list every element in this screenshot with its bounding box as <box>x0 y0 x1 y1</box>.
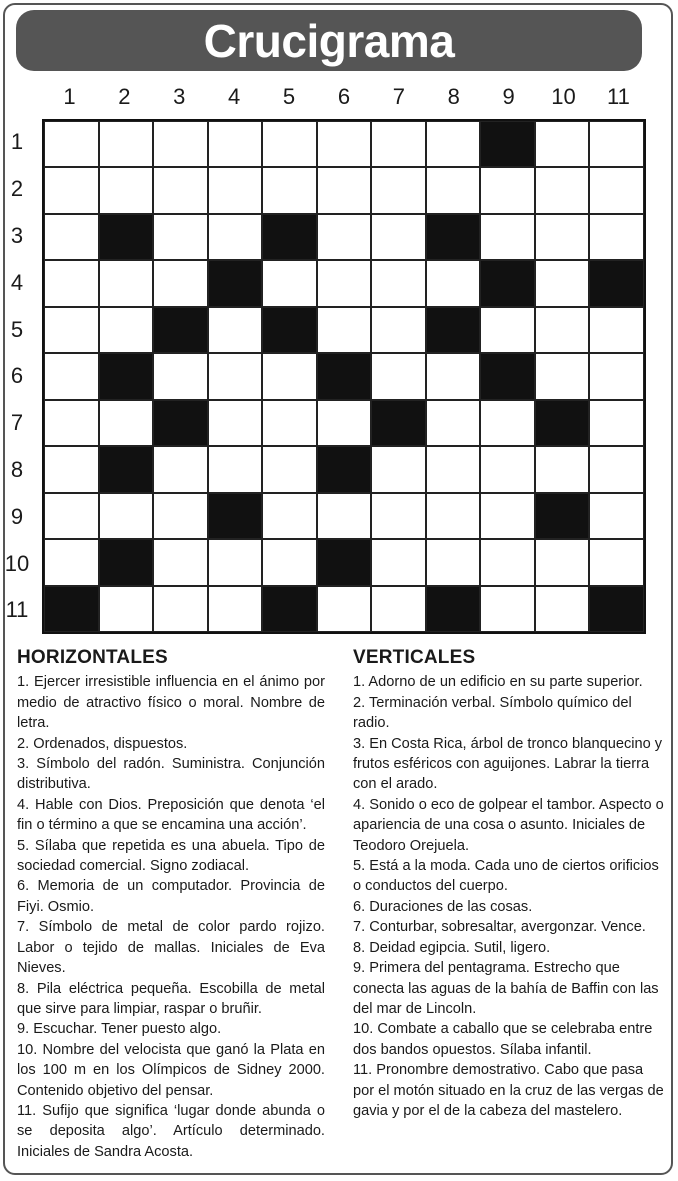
clue-item: 8. Pila eléctrica pequeña. Escobilla de metal que sirve para limpiar, raspar o bruñir. <box>17 980 325 1017</box>
answer-cell[interactable] <box>480 307 535 353</box>
clue-item: 4. Hable con Dios. Preposición que denota ‘el fin o término a que se encamina una acción’. <box>17 796 325 834</box>
clue-item: 8. Deidad egipcia. Sutil, ligero. <box>353 939 551 956</box>
answer-cell[interactable] <box>262 121 317 167</box>
answer-cell[interactable] <box>99 493 154 539</box>
answer-cell[interactable] <box>317 167 372 213</box>
column-numbers <box>42 84 646 112</box>
answer-cell[interactable] <box>317 121 372 167</box>
answer-cell[interactable] <box>371 539 426 585</box>
answer-cell[interactable] <box>99 260 154 306</box>
answer-cell[interactable] <box>44 400 99 446</box>
black-cell <box>99 539 154 585</box>
clue-item: 4. Sonido o eco de golpear el tambor. Aspecto o apariencia de una cosa o asunto. Iniciales de Teodoro Orejuela. <box>353 796 664 854</box>
black-cell <box>317 353 372 399</box>
black-cell <box>208 260 263 306</box>
answer-cell[interactable] <box>44 539 99 585</box>
row-number: 10 <box>4 550 30 576</box>
answer-cell[interactable] <box>589 214 644 260</box>
black-cell <box>208 493 263 539</box>
horizontal-clue-list <box>17 672 325 1162</box>
answer-cell[interactable] <box>262 260 317 306</box>
answer-cell[interactable] <box>589 121 644 167</box>
black-cell <box>44 586 99 632</box>
clue-item: 1. Adorno de un edificio en su parte superior. <box>353 674 643 691</box>
black-cell <box>262 307 317 353</box>
answer-cell[interactable] <box>153 167 208 213</box>
answer-cell[interactable] <box>426 167 481 213</box>
page-title: Crucigrama <box>203 14 455 67</box>
answer-cell[interactable] <box>426 260 481 306</box>
black-cell <box>262 586 317 632</box>
answer-cell[interactable] <box>535 446 590 492</box>
answer-cell[interactable] <box>589 400 644 446</box>
answer-cell[interactable] <box>589 167 644 213</box>
answer-cell[interactable] <box>371 493 426 539</box>
answer-cell[interactable] <box>99 307 154 353</box>
answer-cell[interactable] <box>44 167 99 213</box>
answer-cell[interactable] <box>371 307 426 353</box>
answer-cell[interactable] <box>44 493 99 539</box>
answer-cell[interactable] <box>535 539 590 585</box>
answer-cell[interactable] <box>371 167 426 213</box>
row-number: 2 <box>10 176 24 202</box>
answer-cell[interactable] <box>99 400 154 446</box>
answer-cell[interactable] <box>317 586 372 632</box>
black-cell <box>317 446 372 492</box>
answer-cell[interactable] <box>317 214 372 260</box>
answer-cell[interactable] <box>426 400 481 446</box>
answer-cell[interactable] <box>262 167 317 213</box>
black-cell <box>589 260 644 306</box>
answer-cell[interactable] <box>480 214 535 260</box>
vertical-clues <box>353 648 665 1121</box>
horizontal-heading: HORIZONTALES <box>17 647 168 668</box>
answer-cell[interactable] <box>153 586 208 632</box>
clue-item: 10. Nombre del velocista que ganó la Plata en los 100 m en los Olímpicos de Sidney 2000. Contenido objetivo del pensar. <box>17 1041 325 1099</box>
answer-cell[interactable] <box>44 446 99 492</box>
column-number: 1 <box>63 84 76 109</box>
black-cell <box>589 586 644 632</box>
black-cell <box>153 307 208 353</box>
column-number: 4 <box>228 84 241 109</box>
answer-cell[interactable] <box>208 353 263 399</box>
answer-cell[interactable] <box>426 121 481 167</box>
black-cell <box>99 446 154 492</box>
answer-cell[interactable] <box>589 353 644 399</box>
column-number: 11 <box>607 84 630 109</box>
answer-cell[interactable] <box>208 121 263 167</box>
clue-item: 11. Pronombre demostrativo. Cabo que pasa por el motón situado en la cruz de las vergas de gavia y por el de la cabeza del mastelero. <box>353 1062 664 1119</box>
row-number: 4 <box>10 269 24 295</box>
answer-cell[interactable] <box>480 493 535 539</box>
clue-item: 11. Sufijo que significa ‘lugar donde abunda o se deposita algo’. Artículo determinado. Iniciales de Sandra Acosta. <box>17 1102 325 1160</box>
answer-cell[interactable] <box>371 353 426 399</box>
row-number: 11 <box>5 597 29 623</box>
answer-cell[interactable] <box>153 260 208 306</box>
black-cell <box>480 353 535 399</box>
answer-cell[interactable] <box>153 446 208 492</box>
row-numbers <box>0 119 40 634</box>
answer-cell[interactable] <box>426 539 481 585</box>
answer-cell[interactable] <box>44 260 99 306</box>
clue-item: 3. Símbolo del radón. Suministra. Conjunción distributiva. <box>17 756 325 793</box>
black-cell <box>371 400 426 446</box>
column-number: 3 <box>173 84 186 109</box>
black-cell <box>426 214 481 260</box>
answer-cell[interactable] <box>262 400 317 446</box>
row-number: 5 <box>10 316 24 342</box>
answer-cell[interactable] <box>480 539 535 585</box>
answer-cell[interactable] <box>426 446 481 492</box>
answer-cell[interactable] <box>480 167 535 213</box>
answer-cell[interactable] <box>153 353 208 399</box>
answer-cell[interactable] <box>44 307 99 353</box>
column-number: 10 <box>551 84 576 109</box>
clue-item: 7. Conturbar, sobresaltar, avergonzar. Vence. <box>353 919 646 936</box>
clue-item: 2. Ordenados, dispuestos. <box>17 735 188 752</box>
answer-cell[interactable] <box>535 260 590 306</box>
clue-item: 7. Símbolo de metal de color pardo rojizo. Labor o tejido de mallas. Iniciales de Eva Nieves. <box>17 919 325 977</box>
clue-item: 2. Terminación verbal. Símbolo químico del radio. <box>353 694 632 732</box>
answer-cell[interactable] <box>262 446 317 492</box>
column-number: 7 <box>392 84 405 109</box>
answer-cell[interactable] <box>535 353 590 399</box>
answer-cell[interactable] <box>371 446 426 492</box>
black-cell <box>317 539 372 585</box>
crossword-grid <box>42 119 646 634</box>
clue-item: 1. Ejercer irresistible influencia en el ánimo por medio de atractivo físico o moral. Nombre de letra. <box>17 674 325 732</box>
answer-cell[interactable] <box>262 493 317 539</box>
clue-item: 5. Está a la moda. Cada uno de ciertos orificios o conductos del cuerpo. <box>353 858 659 895</box>
answer-cell[interactable] <box>153 493 208 539</box>
black-cell <box>99 353 154 399</box>
answer-cell[interactable] <box>44 214 99 260</box>
black-cell <box>426 586 481 632</box>
answer-cell[interactable] <box>99 121 154 167</box>
answer-cell[interactable] <box>153 214 208 260</box>
answer-cell[interactable] <box>589 446 644 492</box>
black-cell <box>535 493 590 539</box>
answer-cell[interactable] <box>44 353 99 399</box>
answer-cell[interactable] <box>426 353 481 399</box>
answer-cell[interactable] <box>208 400 263 446</box>
black-cell <box>262 214 317 260</box>
row-number: 3 <box>10 222 24 248</box>
title-banner <box>16 10 642 71</box>
row-number: 1 <box>10 129 24 155</box>
answer-cell[interactable] <box>480 446 535 492</box>
row-number: 7 <box>10 410 24 436</box>
black-cell <box>426 307 481 353</box>
black-cell <box>153 400 208 446</box>
answer-cell[interactable] <box>317 307 372 353</box>
row-number: 6 <box>10 363 24 389</box>
answer-cell[interactable] <box>99 586 154 632</box>
answer-cell[interactable] <box>208 214 263 260</box>
clue-item: 5. Sílaba que repetida es una abuela. Tipo de sociedad comercial. Signo zodiacal. <box>17 837 325 875</box>
vertical-heading: VERTICALES <box>353 647 476 668</box>
answer-cell[interactable] <box>153 121 208 167</box>
answer-cell[interactable] <box>589 493 644 539</box>
column-number: 6 <box>337 84 351 109</box>
answer-cell[interactable] <box>208 167 263 213</box>
clue-item: 6. Memoria de un computador. Provincia de Fiyi. Osmio. <box>17 878 325 915</box>
black-cell <box>99 214 154 260</box>
answer-cell[interactable] <box>153 539 208 585</box>
column-number: 2 <box>118 84 131 109</box>
answer-cell[interactable] <box>317 260 372 306</box>
answer-cell[interactable] <box>589 307 644 353</box>
answer-cell[interactable] <box>535 167 590 213</box>
answer-cell[interactable] <box>371 260 426 306</box>
black-cell <box>480 260 535 306</box>
answer-cell[interactable] <box>317 493 372 539</box>
answer-cell[interactable] <box>262 353 317 399</box>
column-number: 8 <box>447 84 460 109</box>
answer-cell[interactable] <box>426 493 481 539</box>
answer-cell[interactable] <box>208 539 263 585</box>
answer-cell[interactable] <box>44 121 99 167</box>
black-cell <box>535 400 590 446</box>
clue-item: 9. Primera del pentagrama. Estrecho que conecta las aguas de la bahía de Baffin con las del mar de Lincoln. <box>353 960 659 1017</box>
answer-cell[interactable] <box>535 214 590 260</box>
answer-cell[interactable] <box>589 539 644 585</box>
answer-cell[interactable] <box>99 167 154 213</box>
answer-cell[interactable] <box>535 307 590 353</box>
answer-cell[interactable] <box>480 400 535 446</box>
answer-cell[interactable] <box>371 121 426 167</box>
clue-item: 3. En Costa Rica, árbol de tronco blanquecino y frutos esféricos con aguijones. Labrar la tierra con el arado. <box>353 735 663 793</box>
answer-cell[interactable] <box>208 307 263 353</box>
answer-cell[interactable] <box>317 400 372 446</box>
row-number: 9 <box>10 503 24 529</box>
clue-item: 10. Combate a caballo que se celebraba entre dos bandos opuestos. Sílaba infantil. <box>353 1021 653 1058</box>
clue-item: 6. Duraciones de las cosas. <box>353 898 533 915</box>
answer-cell[interactable] <box>262 539 317 585</box>
answer-cell[interactable] <box>371 586 426 632</box>
row-number: 8 <box>10 456 24 482</box>
answer-cell[interactable] <box>371 214 426 260</box>
answer-cell[interactable] <box>535 586 590 632</box>
column-number: 5 <box>282 84 296 109</box>
vertical-clue-list <box>353 672 665 1121</box>
column-number: 9 <box>502 84 515 109</box>
answer-cell[interactable] <box>535 121 590 167</box>
clue-item: 9. Escuchar. Tener puesto algo. <box>17 1021 222 1038</box>
horizontal-clues <box>17 648 325 1162</box>
black-cell <box>480 121 535 167</box>
answer-cell[interactable] <box>208 586 263 632</box>
answer-cell[interactable] <box>208 446 263 492</box>
answer-cell[interactable] <box>480 586 535 632</box>
